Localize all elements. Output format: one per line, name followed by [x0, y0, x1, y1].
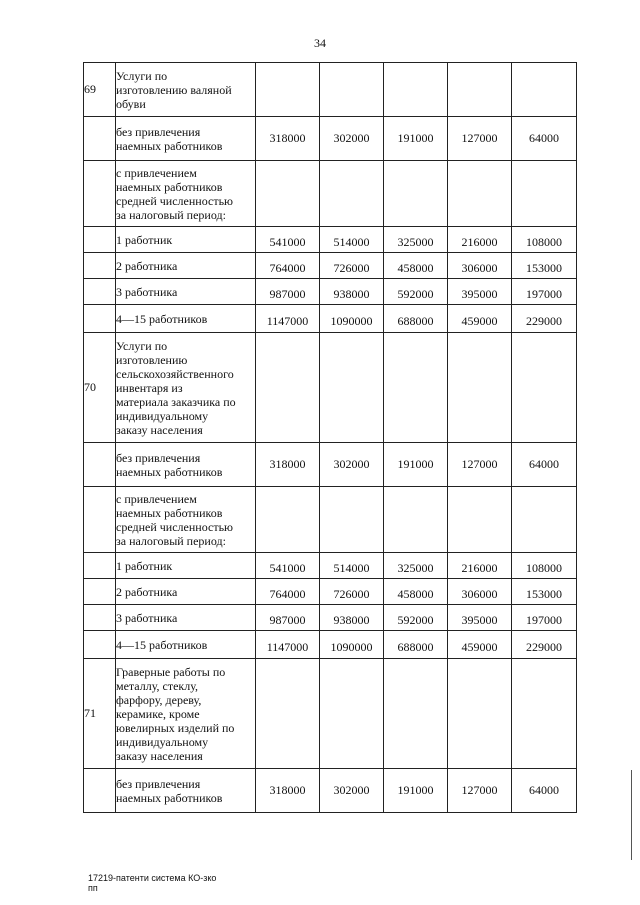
table-row	[84, 305, 577, 333]
number-cell	[84, 553, 116, 579]
label-line: средней численностью	[116, 193, 234, 208]
tariff-table	[83, 62, 577, 813]
value-cell	[384, 63, 448, 117]
value-cell	[448, 63, 512, 117]
value-cell: 229000	[512, 305, 577, 333]
value-cell: 726000	[320, 253, 384, 279]
row-label	[116, 579, 256, 605]
row-label	[116, 631, 256, 659]
value-cell: 318000	[256, 769, 320, 813]
row-label	[116, 605, 256, 631]
row-label	[116, 117, 256, 161]
value-cell	[320, 63, 384, 117]
value-cell: 592000	[384, 279, 448, 305]
label-line: 4—15 работников	[116, 311, 208, 326]
value-cell: 1147000	[256, 631, 320, 659]
row-label	[116, 305, 256, 333]
value-cell	[256, 333, 320, 443]
value-cell: 938000	[320, 279, 384, 305]
number-cell	[84, 631, 116, 659]
value-cell: 302000	[320, 117, 384, 161]
table-row	[84, 253, 577, 279]
label-line: металлу, стеклу,	[116, 678, 199, 693]
value-cell: 306000	[448, 253, 512, 279]
value-cell: 592000	[384, 605, 448, 631]
label-line: наемных работников	[116, 138, 223, 153]
label-line: обуви	[116, 96, 146, 111]
label-line: за налоговый период:	[116, 207, 226, 222]
section-number: 69	[84, 63, 116, 117]
number-cell	[84, 769, 116, 813]
value-cell	[448, 161, 512, 227]
label-line: 2 работника	[116, 584, 178, 599]
value-cell	[320, 333, 384, 443]
label-line: индивидуальному	[116, 408, 209, 423]
number-cell	[84, 487, 116, 553]
table-row	[84, 605, 577, 631]
section-title-row	[84, 659, 577, 769]
value-cell: 318000	[256, 443, 320, 487]
footer-code: пп	[88, 883, 98, 893]
value-cell: 1147000	[256, 305, 320, 333]
value-cell: 541000	[256, 553, 320, 579]
value-cell: 306000	[448, 579, 512, 605]
table-row	[84, 279, 577, 305]
label-line: с привлечением	[116, 165, 197, 180]
value-cell: 459000	[448, 305, 512, 333]
value-cell: 64000	[512, 443, 577, 487]
row-label	[116, 553, 256, 579]
value-cell: 127000	[448, 769, 512, 813]
number-cell	[84, 443, 116, 487]
value-cell: 127000	[448, 117, 512, 161]
value-cell: 764000	[256, 253, 320, 279]
value-cell: 318000	[256, 117, 320, 161]
value-cell: 987000	[256, 605, 320, 631]
page-number: 34	[314, 36, 326, 50]
value-cell: 938000	[320, 605, 384, 631]
value-cell: 64000	[512, 769, 577, 813]
label-line: заказу населения	[116, 748, 203, 763]
number-cell	[84, 253, 116, 279]
label-line: индивидуальному	[116, 734, 209, 749]
number-cell	[84, 579, 116, 605]
value-cell: 127000	[448, 443, 512, 487]
label-line: с привлечением	[116, 491, 197, 506]
table-row	[84, 631, 577, 659]
number-cell	[84, 605, 116, 631]
footer-file-name: 17219-патенти система КО-зко	[88, 873, 217, 883]
label-line: 1 работник	[116, 558, 173, 573]
value-cell: 1090000	[320, 631, 384, 659]
value-cell: 153000	[512, 253, 577, 279]
value-cell: 726000	[320, 579, 384, 605]
section-title	[116, 333, 256, 443]
value-cell	[448, 487, 512, 553]
value-cell	[512, 487, 577, 553]
label-line: без привлечения	[116, 776, 201, 791]
section-title	[116, 63, 256, 117]
number-cell	[84, 117, 116, 161]
value-cell: 302000	[320, 443, 384, 487]
value-cell: 153000	[512, 579, 577, 605]
label-line: без привлечения	[116, 124, 201, 139]
section-title	[116, 659, 256, 769]
table-row	[84, 227, 577, 253]
value-cell: 458000	[384, 579, 448, 605]
row-label	[116, 487, 256, 553]
label-line: за налоговый период:	[116, 533, 226, 548]
label-line: наемных работников	[116, 464, 223, 479]
value-cell: 216000	[448, 227, 512, 253]
number-cell	[84, 227, 116, 253]
value-cell	[320, 659, 384, 769]
label-line: наемных работников	[116, 179, 223, 194]
row-label	[116, 443, 256, 487]
value-cell	[320, 161, 384, 227]
table-row	[84, 161, 577, 227]
table-row	[84, 553, 577, 579]
label-line: Услуги по	[116, 68, 168, 83]
value-cell: 514000	[320, 227, 384, 253]
label-line: Услуги по	[116, 338, 168, 353]
value-cell: 191000	[384, 769, 448, 813]
value-cell	[384, 161, 448, 227]
value-cell: 229000	[512, 631, 577, 659]
row-label	[116, 769, 256, 813]
value-cell	[256, 659, 320, 769]
value-cell: 395000	[448, 279, 512, 305]
section-number: 70	[84, 333, 116, 443]
label-line: 3 работника	[116, 284, 178, 299]
value-cell: 395000	[448, 605, 512, 631]
label-line: без привлечения	[116, 450, 201, 465]
label-line: 4—15 работников	[116, 637, 208, 652]
value-cell	[256, 63, 320, 117]
row-label	[116, 161, 256, 227]
number-cell	[84, 161, 116, 227]
value-cell: 541000	[256, 227, 320, 253]
table-row	[84, 443, 577, 487]
label-line: изготовлению	[116, 352, 188, 367]
table-row	[84, 579, 577, 605]
label-line: изготовлению валяной	[116, 82, 232, 97]
value-cell	[448, 333, 512, 443]
label-line: инвентаря из	[116, 380, 183, 395]
table-row	[84, 769, 577, 813]
value-cell	[256, 161, 320, 227]
label-line: фарфору, дереву,	[116, 692, 202, 707]
value-cell: 325000	[384, 553, 448, 579]
value-cell: 216000	[448, 553, 512, 579]
row-label	[116, 253, 256, 279]
value-cell: 458000	[384, 253, 448, 279]
value-cell	[512, 659, 577, 769]
table-row	[84, 487, 577, 553]
value-cell	[384, 333, 448, 443]
label-line: Граверные работы по	[116, 664, 226, 679]
value-cell: 459000	[448, 631, 512, 659]
value-cell: 64000	[512, 117, 577, 161]
number-cell	[84, 279, 116, 305]
table-row	[84, 117, 577, 161]
label-line: сельскохозяйственного	[116, 366, 234, 381]
value-cell: 197000	[512, 605, 577, 631]
label-line: 2 работника	[116, 258, 178, 273]
value-cell: 764000	[256, 579, 320, 605]
value-cell: 191000	[384, 443, 448, 487]
value-cell	[512, 333, 577, 443]
value-cell: 514000	[320, 553, 384, 579]
label-line: 3 работника	[116, 610, 178, 625]
value-cell: 302000	[320, 769, 384, 813]
value-cell: 688000	[384, 631, 448, 659]
label-line: ювелирных изделий по	[116, 720, 235, 735]
value-cell	[448, 659, 512, 769]
value-cell	[512, 63, 577, 117]
value-cell	[256, 487, 320, 553]
label-line: заказу населения	[116, 422, 203, 437]
label-line: наемных работников	[116, 790, 223, 805]
value-cell: 191000	[384, 117, 448, 161]
label-line: керамике, кроме	[116, 706, 200, 721]
label-line: материала заказчика по	[116, 394, 236, 409]
value-cell: 108000	[512, 227, 577, 253]
value-cell: 108000	[512, 553, 577, 579]
label-line: средней численностью	[116, 519, 234, 534]
value-cell: 688000	[384, 305, 448, 333]
number-cell	[84, 305, 116, 333]
section-number: 71	[84, 659, 116, 769]
section-title-row	[84, 333, 577, 443]
footer	[88, 873, 216, 893]
row-label	[116, 279, 256, 305]
label-line: наемных работников	[116, 505, 223, 520]
value-cell	[320, 487, 384, 553]
row-label	[116, 227, 256, 253]
label-line: 1 работник	[116, 232, 173, 247]
value-cell: 1090000	[320, 305, 384, 333]
value-cell	[512, 161, 577, 227]
section-title-row	[84, 63, 577, 117]
value-cell: 987000	[256, 279, 320, 305]
value-cell	[384, 487, 448, 553]
value-cell	[384, 659, 448, 769]
scan-edge-mark	[631, 770, 632, 860]
value-cell: 197000	[512, 279, 577, 305]
value-cell: 325000	[384, 227, 448, 253]
